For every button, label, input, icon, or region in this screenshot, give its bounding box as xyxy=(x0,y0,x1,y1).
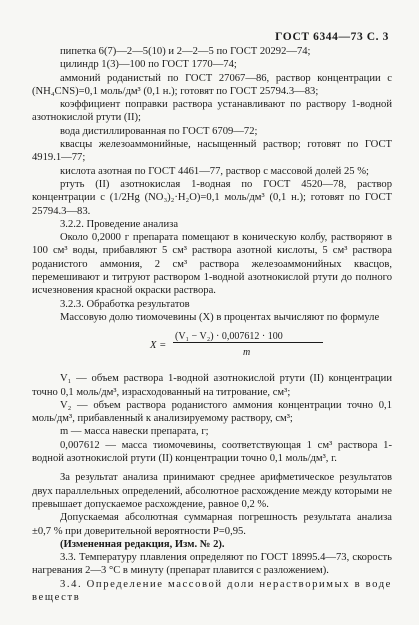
section-heading: 3.2.2. Проведение анализа xyxy=(60,218,179,230)
paragraph: V₂ — объем раствора роданистого аммония концентрации точно 0,1 моль/дм³, прибавленный к анализируемому раствору, см³; xyxy=(32,399,392,425)
paragraph: 0,007612 — масса тиомочевины, соответствующая 1 см³ раствора 1-водной азотнокислой ртути (II) концентрации точно 0,1 моль/дм³, г. xyxy=(32,439,392,465)
fraction-bar xyxy=(173,342,323,343)
amendment-note: (Измененная редакция, Изм. № 2). xyxy=(60,538,225,550)
section-heading: 3.2.3. Обработка результатов xyxy=(60,298,190,310)
paragraph: цилиндр 1(3)—100 по ГОСТ 1770—74; xyxy=(60,59,237,71)
paragraph: вода дистиллированная по ГОСТ 6709—72; xyxy=(60,125,258,137)
paragraph: m — масса навески препарата, г; xyxy=(60,426,209,438)
formula-denominator: m xyxy=(243,347,251,359)
section-heading: 3.4. Определение массовой доли нерастворимых в воде веществ xyxy=(32,578,392,603)
formula-lhs: X = xyxy=(150,340,167,352)
paragraph: кислота азотная по ГОСТ 4461—77, раствор с массовой долей 25 %; xyxy=(60,165,369,177)
paragraph: Около 0,2000 г препарата помещают в коническую колбу, растворяют в 100 см³ воды, прибавляют 5 см³ раствора азотной кислоты, 5 см³ раствора роданистого аммония, 2 см³ раствора железоаммонийных квасцов, перемешивают и титруют раствором 1-водной азотнокислой ртути до полного исчезновения красной окраски раствора. xyxy=(32,232,392,297)
paragraph: пипетка 6(7)—2—5(10) и 2—2—5 по ГОСТ 20292—74; xyxy=(60,46,311,57)
paragraph: Допускаемая абсолютная суммарная погрешность результата анализа ±0,7 % при доверительной вероятности P=0,95. xyxy=(32,512,392,537)
paragraph: V₁ — объем раствора 1-водной азотнокислой ртути (II) концентрации точно 0,1 моль/дм³, израсходованный на титрование, см³; xyxy=(32,373,392,398)
page-header: ГОСТ 6344—73 С. 3 xyxy=(275,31,389,43)
paragraph: аммоний роданистый по ГОСТ 27067—86, раствор концентрации c (NH₄CNS)=0,1 моль/дм³ (0,1 н.); готовят по ГОСТ 25794.3—83; xyxy=(32,72,392,97)
paragraph: ртуть (II) азотнокислая 1-водная по ГОСТ 4520—78, раствор концентрации c (1/2Hg (NO₃)₂·H₂O)=0,1 моль/дм³ (0,1 н.); готовят по ГОСТ 25794.3—83. xyxy=(32,178,392,217)
formula-numerator: (V₁ − V₂) · 0,007612 · 100 xyxy=(175,331,283,343)
paragraph: Массовую долю тиомочевины (X) в процентах вычисляют по формуле xyxy=(60,311,380,323)
paragraph: За результат анализа принимают среднее арифметическое результатов двух параллельных определений, абсолютное расхождение между которыми не превышает допускаемое расхождение, равное 0,2 %. xyxy=(32,472,392,510)
paragraph: коэффициент поправки раствора устанавливают по раствору 1-водной азотнокислой ртути (II); xyxy=(32,99,392,124)
formula xyxy=(32,328,392,366)
paragraph: 3.3. Температуру плавления определяют по ГОСТ 18995.4—73, скорость нагревания 2—3 °С в минуту (препарат плавится с разложением). xyxy=(32,552,392,577)
document-body xyxy=(32,45,392,604)
paragraph: квасцы железоаммонийные, насыщенный раствор; готовят по ГОСТ 4919.1—77; xyxy=(32,139,392,164)
